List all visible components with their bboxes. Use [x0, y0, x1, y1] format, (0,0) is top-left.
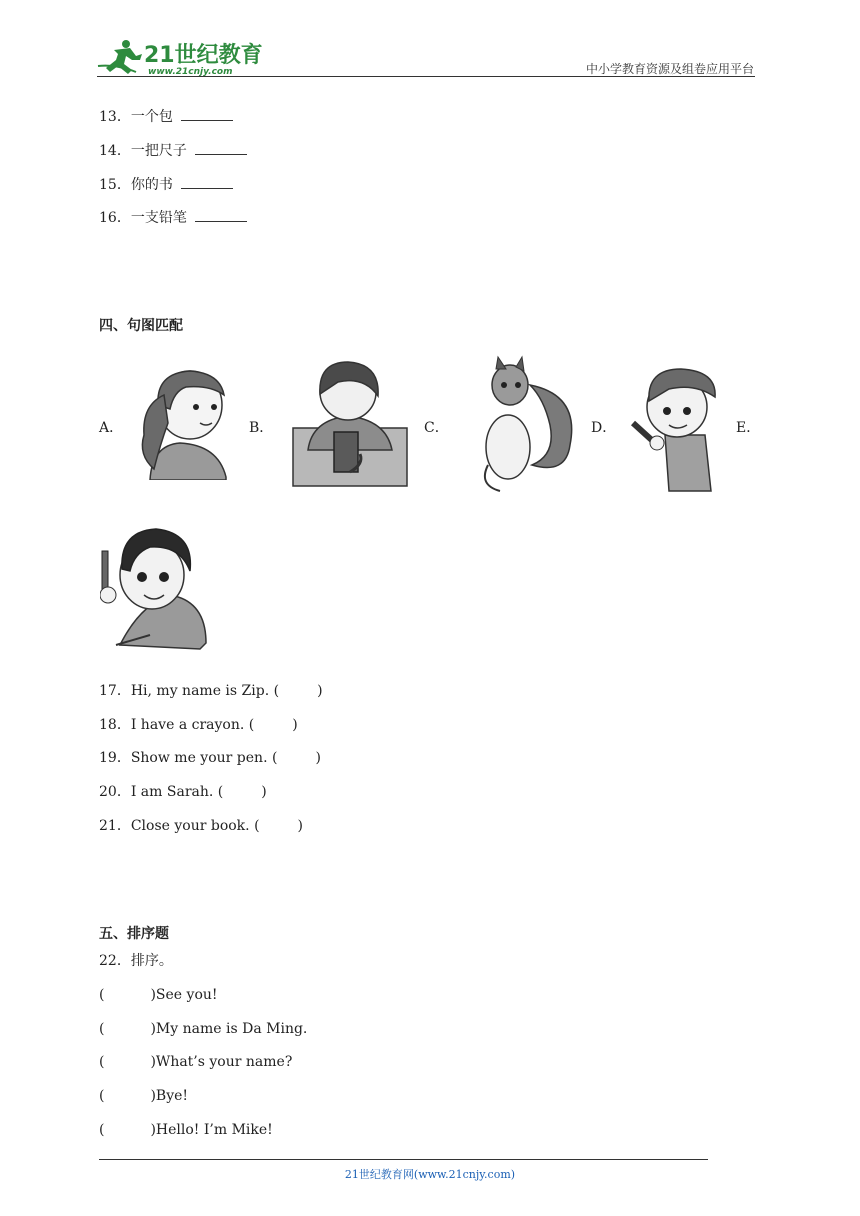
question-17: 17．Hi, my name is Zip. ( ) [99, 683, 323, 699]
answer-blank[interactable] [195, 208, 247, 222]
boy-with-pen-picture [100, 525, 210, 657]
answer-blank[interactable] [195, 141, 247, 155]
option-a-label: A． [99, 420, 124, 436]
answer-blank[interactable] [181, 107, 233, 121]
order-line-5: ( )Hello! I’m Mike! [99, 1122, 273, 1138]
order-line-3: ( )What’s your name? [99, 1054, 293, 1070]
question-15: 15．你的书 [99, 175, 233, 194]
answer-blank[interactable] [181, 175, 233, 189]
footer-text[interactable]: 21世纪教育网(www.21cnjy.com) [344, 1168, 516, 1181]
question-19: 19．Show me your pen. ( ) [99, 750, 321, 766]
footer-divider [99, 1159, 708, 1160]
question-22: 22．排序。 [99, 953, 173, 969]
question-20: 20．I am Sarah. ( ) [99, 784, 267, 800]
option-b-label: B． [249, 420, 274, 436]
section-5-title: 五、排序题 [99, 926, 169, 942]
question-13: 13．一个包 [99, 107, 233, 126]
girl-ponytail-picture [130, 365, 230, 480]
question-14: 14．一把尺子 [99, 141, 247, 160]
option-e-label: E． [736, 420, 761, 436]
order-line-2: ( )My name is Da Ming. [99, 1021, 308, 1037]
question-21: 21．Close your book. ( ) [99, 818, 303, 834]
site-logo [96, 36, 266, 78]
child-closing-book-picture [290, 360, 410, 490]
order-line-1: ( )See you! [99, 987, 218, 1003]
header-divider [97, 76, 755, 77]
logo-url: www.21cnjy.com [148, 67, 233, 77]
order-line-4: ( )Bye! [99, 1088, 189, 1104]
option-d-label: D． [591, 420, 617, 436]
logo-text: 21世纪教育 [144, 43, 263, 68]
boy-with-crayon-picture [625, 365, 720, 495]
option-c-label: C． [424, 420, 449, 436]
question-16: 16．一支铅笔 [99, 208, 247, 227]
squirrel-picture [470, 355, 580, 495]
section-4-title: 四、句图匹配 [99, 318, 183, 334]
question-18: 18．I have a crayon. ( ) [99, 717, 298, 733]
header-platform-text: 中小学教育资源及组卷应用平台 [585, 62, 754, 76]
